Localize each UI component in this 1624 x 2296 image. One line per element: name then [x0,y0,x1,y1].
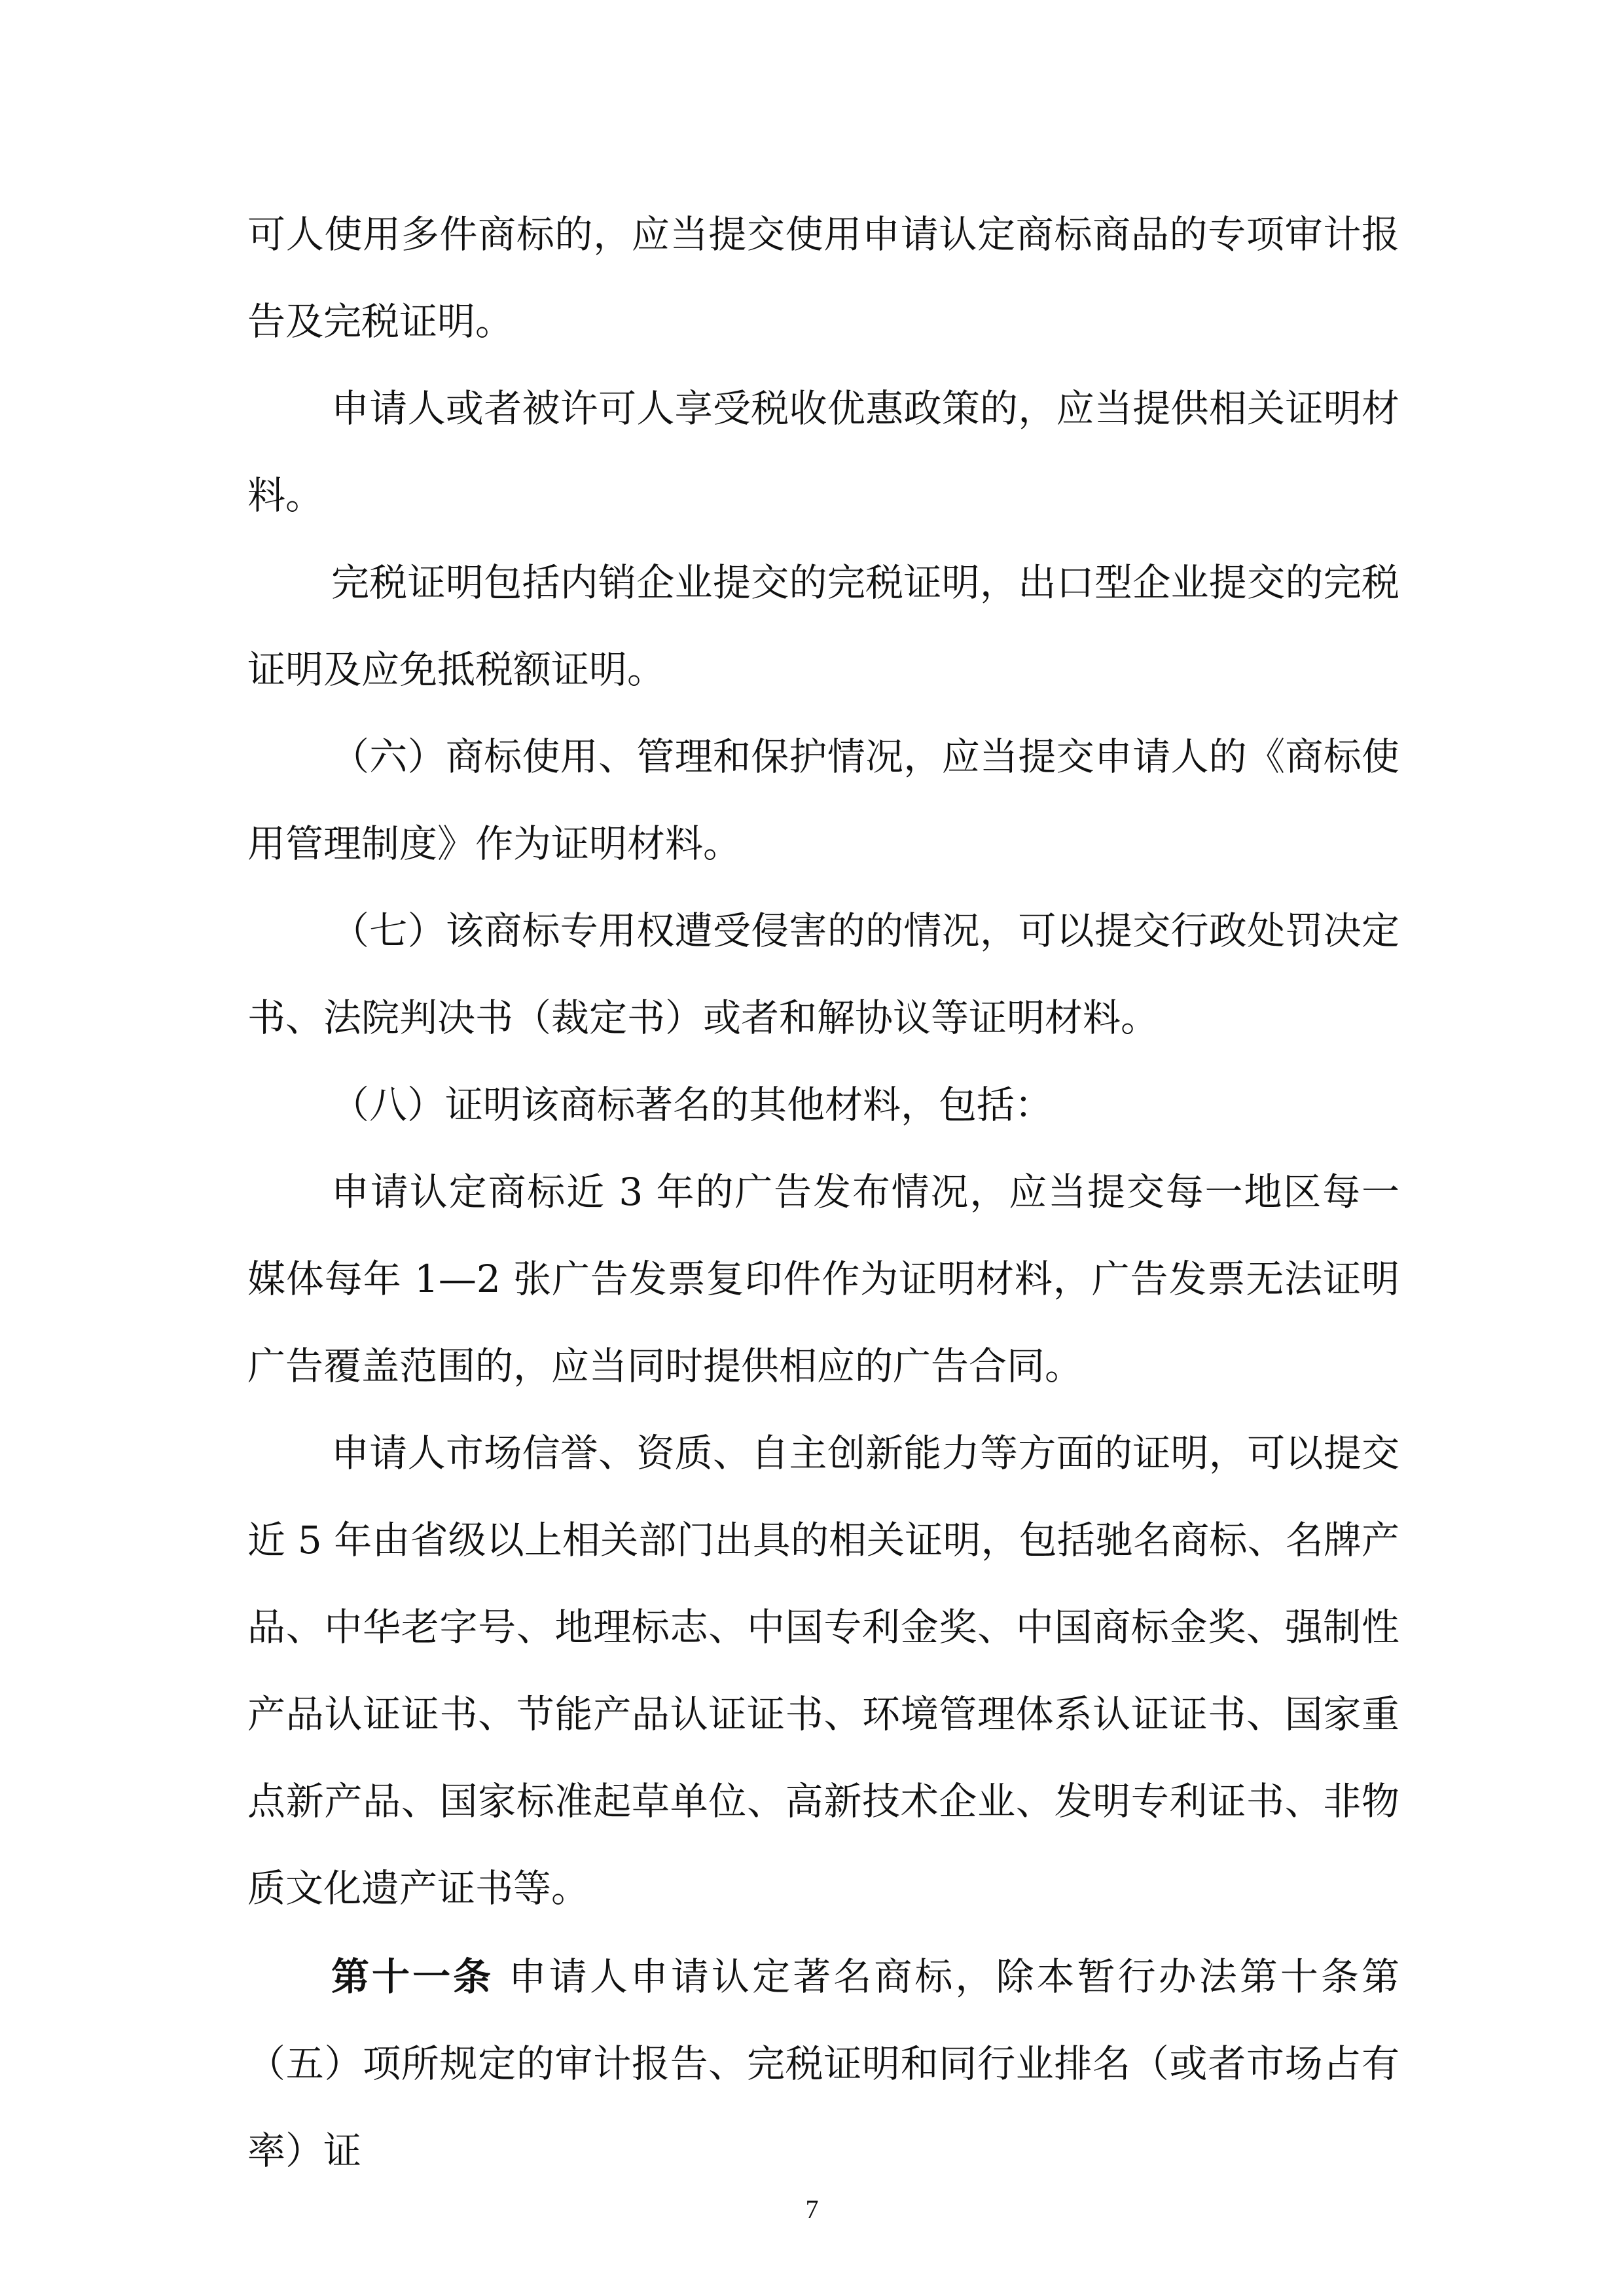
paragraph-text: 完税证明包括内销企业提交的完税证明，出口型企业提交的完税证明及应免抵税额证明。 [247,560,1399,692]
paragraph-6 [247,1062,1399,1149]
paragraph-text: 申请人申请认定著名商标，除本暂行办法第十条第（五）项所规定的审计报告、完税证明和同行业排名（或者市场占有率）证 [247,1954,1399,2173]
article-heading: 第十一条 [331,1954,494,1999]
paragraph-text: （七）该商标专用权遭受侵害的的情况，可以提交行政处罚决定书、法院判决书（裁定书）或者和解协议等证明材料。 [247,908,1399,1040]
paragraph-4 [247,713,1399,888]
paragraph-5 [247,888,1399,1062]
paragraph-7 [247,1149,1399,1410]
document-body [247,191,1399,2195]
page-number: 7 [805,2195,819,2224]
paragraph-text: 申请人或者被许可人享受税收优惠政策的，应当提供相关证明材料。 [247,386,1399,518]
paragraph-text: （八）证明该商标著名的其他材料，包括： [331,1083,1053,1127]
article-11-paragraph [247,1933,1399,2195]
paragraph-2 [247,365,1399,539]
paragraph-text: 可人使用多件商标的，应当提交使用申请认定商标商品的专项审计报告及完税证明。 [247,212,1399,344]
paragraph-1 [247,191,1399,365]
paragraph-text: （六）商标使用、管理和保护情况，应当提交申请人的《商标使用管理制度》作为证明材料。 [247,734,1399,866]
paragraph-text: 申请人市场信誉、资质、自主创新能力等方面的证明，可以提交近 5 年由省级以上相关部门出具的相关证明，包括驰名商标、名牌产品、中华老字号、地理标志、中国专利金奖、中国商标金奖、强制性产品认证证书、节能产品认证证书、环境管理体系认证证书、国家重点新产品、国家标准起草单位、高新技术企业、发明专利证书、非物质文化遗产证书等。 [247,1431,1399,1910]
paragraph-3 [247,539,1399,713]
paragraph-text: 申请认定商标近 3 年的广告发布情况，应当提交每一地区每一媒体每年 1—2 张广告发票复印件作为证明材料，广告发票无法证明广告覆盖范围的，应当同时提供相应的广告合同。 [247,1170,1399,1388]
paragraph-8 [247,1410,1399,1932]
